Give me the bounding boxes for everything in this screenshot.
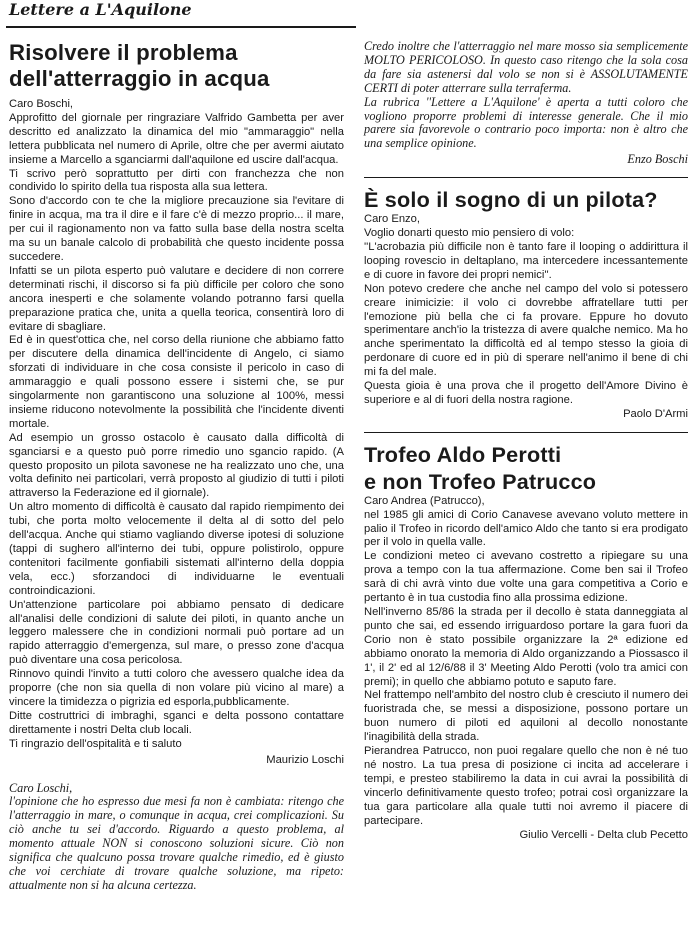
article3-paragraph: Le condizioni meteo ci avevano costretto a ripiegare su una prova a tempo con la tua affermazione. Come ben sai il Trofeo sarà di chi avrà vinto due volte una gara competitiva a Corio e pertanto è in tua custodia fino alla prossima edizione. [364,550,688,605]
article2-salutation: Caro Enzo, [364,213,420,226]
article1-title-line1: Risolvere il problema [9,40,238,65]
article1-paragraph: Infatti se un pilota esperto può valutare e decidere di non correre determinati rischi, il discorso si fa più difficile per coloro che sono ancora inesperti e che solamente volando potranno farsi quella preparazione pratica che, unita a quella teorica, consentirà loro di evitare di sbagliare. [9,264,344,333]
article1-paragraph: Ditte costruttrici di imbraghi, sganci e delta possono contattare direttamente i nostri Delta club locali. [9,709,344,736]
article2-paragraph: Voglio donarti questo mio pensiero di volo: [364,227,575,240]
article3-paragraph: Nell'inverno 85/86 la strada per il decollo è stata danneggiata al punto che sai, ed essendo irriguardoso portare la gara fuori da Corio non è stato possibile organizzare la 2ª edizione ed abbiamo onorato la memoria di Aldo organizzando a Piossasco il 1', il 2' ed al 12/6/88 il 3' Meeting Aldo Perotti (volo tra amici con premi); in quello che abbiamo potuto e saputo fare. [364,606,688,688]
article1-paragraph: Sono d'accordo con te che la migliore precauzione sia l'evitare di finire in acqua, ma tra il dire e il fare c'è di mezzo proprio... il mare, per cui il ragionamento non va fatto sulla base della nostra scelta ma su un banale calcolo di probabilità che questo incidente possa succedere. [9,195,344,263]
article3-title-line2: e non Trofeo Patrucco [364,468,597,494]
article1-paragraph: Ad esempio un grosso ostacolo è causato dalla difficoltà di sganciarsi e a questo può porre rimedio uno sgancio rapido. (A questo proposito un pilota savonese ne ha realizzato uno che, una volta definito nei particolari, verrà proposto al giudizio di tutti i piloti attraverso la Federazione ed il giornale). [9,431,344,500]
article1-title [9,40,344,92]
article1-paragraph: Ti ringrazio dell'ospitalità e ti saluto [9,737,182,750]
header-rule [6,26,356,28]
article1-salutation: Caro Boschi, [9,98,74,110]
section-rubric: Lettere a L'Aquilone [9,0,192,19]
article1-paragraph: Ti scrivo però soprattutto per dirti con franchezza che non condivido lo spirito della tua risposta alla sua lettera. [9,167,344,194]
article3-paragraph: Pierandrea Patrucco, non puoi regalare quello che non è né tuo né nostro. La tua presa di posizione ci incita ad accelerare i tempi, e presteo stabiliremo la data in cui avrai la possibilità di vincerlo definitivamente questo trofeo; potrai così organizzare la tua gara particolare alla quale tutti noi avremo il piacere di partecipare. [364,745,688,827]
article3-paragraph: Nel frattempo nell'ambito del nostro club è cresciuto il numero dei fuoristrada che, se messi a disposizione, possono portare un buon numero di piloti ed aquiloni al decollo nonostante l'inagibilità della strada. [364,689,688,744]
article-divider [364,177,688,178]
article3-title [364,441,688,495]
article2-paragraph: ''L'acrobazia più difficile non è tanto fare il looping o addirittura il looping rovescio in deltaplano, ma intercedere incessantemente e di cuore in favore dei propri nemici''. [364,240,688,281]
article2-body [364,227,688,408]
left-column [9,40,344,893]
article2-title: È solo il sogno di un pilota? [364,187,658,213]
article3-title-line1: Trofeo Aldo Perotti [364,441,562,467]
reply-paragraph: La rubrica ''Lettere a L'Aquilone' è aperta a tutti coloro che vogliono proporre problemi di interesse generale. Che il mio parere sia favorevole o contrario poco importa: non è altro che una semplice opinione. [364,94,688,151]
article1-paragraph: Un altro momento di difficoltà è causato dal rapido riempimento dei tubi, che porta molto velocemente il delta al di sotto del pelo dell'acqua. Anche qui stiamo vagliando diverse ipotesi di soluzione (tappi di sughero all'interno dei tubi, oppure polistirolo, oppure contenitori facilmente gonfiabili sistemati all'interno della doppia vela, ecc.) sforzandoci di individuarne le eventuali controindicazioni. [9,501,344,597]
article1-paragraph: Rinnovo quindi l'invito a tutti coloro che avessero qualche idea da proporre (che non sia quella di non volare più vicino al mare) a vincere la timidezza o pigrizia ed esporla,pubblicamente. [9,668,344,708]
reply-signature: Enzo Boschi [627,152,688,167]
article3-signature: Giulio Vercelli - Delta club Pecetto [519,828,688,841]
article-divider [364,432,688,433]
reply-paragraph: Credo inoltre che l'atterraggio nel mare mosso sia semplicemente MOLTO PERICOLOSO. In questo caso ritengo che la sola cosa da fare sia astenersi dal volo se non si è ASSOLUTAMENTE CERTI di poter atterrare sulla terraferma. [364,39,688,95]
article1-paragraph: Approfitto del giornale per ringraziare Valfrido Gambetta per aver descritto ed analizzato la dinamica del mio "ammaraggio" nella lettera pubblicata nel numero di Aprile, oltre che per avermi aiutato insieme a Marcello a sganciarmi dall'aquilone ed uscire dall'acqua. [9,111,344,166]
article1-paragraph: Un'attenzione particolare poi abbiamo pensato di dedicare all'analisi delle condizioni di salute dei piloti, in quanto anche un leggero malessere che in condizioni normali può portare ad un rapido atterraggio d'emergenza, sul mare, o presso zone d'acqua può diventare una cosa pericolosa. [9,598,344,667]
article3-body [364,509,688,829]
article2-paragraph: Non potevo credere che anche nel campo del volo si potessero creare inimicizie: il volo ci dovrebbe affratellare tutti per l'emozione più bella che ci fa provare. Eppure ho dovuto sperimentare anch'io la tristezza di avere qualche nemico. Ma ho anche sperimentato la difficoltà ed al tempo stesso la gioia di perdonare di cuore ed in più di sperare nell'animo il bene di chi mi fa del male. [364,282,688,379]
article1-body [9,112,344,752]
reply-salutation: Caro Loschi, [9,780,73,795]
reply-body-continued [364,40,688,151]
article2-paragraph: Questa gioia è una prova che il progetto dell'Amore Divino è superiore e al di fuori della nostra ragione. [364,380,688,406]
right-column [364,40,688,842]
article2-signature: Paolo D'Armi [623,407,688,420]
article3-salutation: Caro Andrea (Patrucco), [364,494,485,507]
article3-paragraph: nel 1985 gli amici di Corio Canavese avevano voluto mettere in palio il Trofeo in ricordo dell'amico Aldo che tanto si era prodigato per il volo in quella valle. [364,508,688,549]
reply-body-start [9,795,344,892]
article1-title-line2: dell'atterraggio in acqua [9,66,270,91]
article1-signature: Maurizio Loschi [266,753,344,766]
reply-paragraph: l'opinione che ho espresso due mesi fa non è cambiata: ritengo che l'atterraggio in mare, o comunque in acqua, crei complicazioni. Su ciò anche tu sei d'accordo. Riguardo a questo problema, al momento attuale NON si conoscono soluzioni sicure. Ciò non significa che qualcuno possa trovare qualche rimedio, ed è giusto che voi cerchiate di trovare qualche soluzione, ma ripeto: attualmente non si ha alcuna certezza. [9,794,344,892]
article1-paragraph: Ed è in quest'ottica che, nel corso della riunione che abbiamo fatto per discutere della dinamica dell'incidente di Angelo, ci siamo sforzati di individuare in che cosa consiste il pericolo in caso di ammaraggio e quali possono essere i sistemi che, se pur singolarmente non garantiscono una soluzione al 100%, messi insieme riducono notevolmente la possibilità che l'incidente diventi mortale. [9,334,344,430]
